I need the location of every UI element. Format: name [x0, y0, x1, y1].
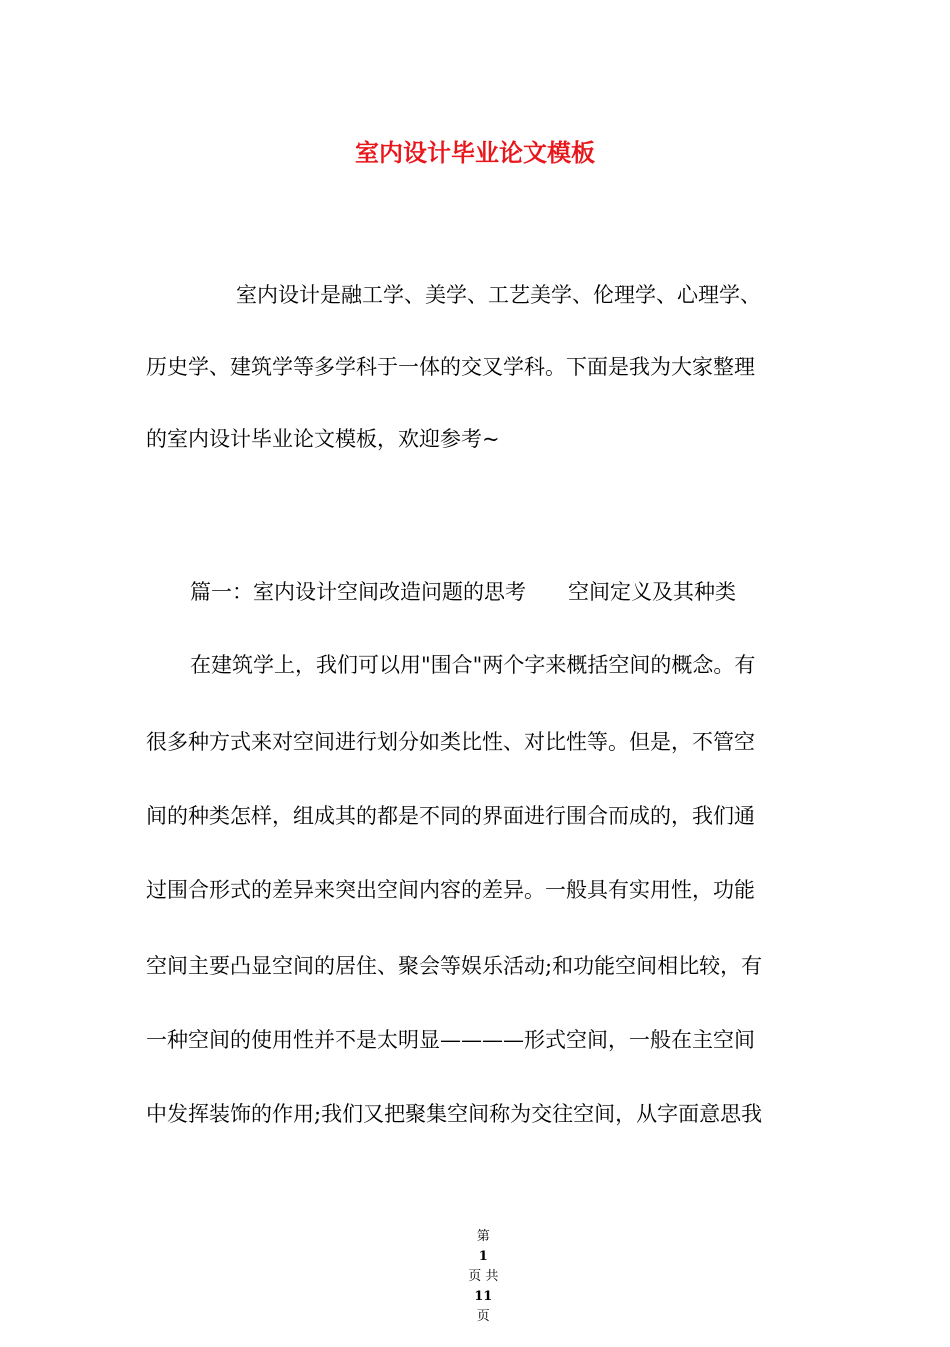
document-title: 室内设计毕业论文模板	[355, 138, 595, 167]
current-page-number: 1	[478, 1249, 488, 1264]
total-pages-number: 11	[474, 1289, 493, 1304]
body-line: 间的种类怎样，组成其的都是不同的界面进行围合而成的，我们通	[146, 804, 755, 828]
intro-line: 的室内设计毕业论文模板，欢迎参考~	[146, 427, 500, 451]
page-footer	[0, 1207, 950, 1347]
body-line: 在建筑学上，我们可以用"围合"两个字来概括空间的概念。有	[190, 653, 756, 677]
footer-suffix: 页	[476, 1309, 490, 1324]
body-line: 过围合形式的差异来突出空间内容的差异。一般具有实用性，功能	[146, 878, 755, 902]
intro-line: 室内设计是融工学、美学、工艺美学、伦理学、心理学、	[236, 283, 761, 307]
body-line: 一种空间的使用性并不是太明显————形式空间，一般在主空间	[146, 1028, 755, 1052]
body-line: 中发挥装饰的作用;我们又把聚集空间称为交往空间，从字面意思我	[146, 1102, 763, 1126]
body-line: 很多种方式来对空间进行划分如类比性、对比性等。但是，不管空	[146, 730, 755, 754]
footer-middle: 页 共	[468, 1269, 499, 1284]
footer-prefix: 第	[476, 1229, 490, 1244]
body-line: 空间主要凸显空间的居住、聚会等娱乐活动;和功能空间相比较，有	[146, 954, 763, 978]
section-heading: 篇一：室内设计空间改造问题的思考 空间定义及其种类	[190, 580, 736, 604]
intro-line: 历史学、建筑学等多学科于一体的交叉学科。下面是我为大家整理	[146, 355, 755, 379]
